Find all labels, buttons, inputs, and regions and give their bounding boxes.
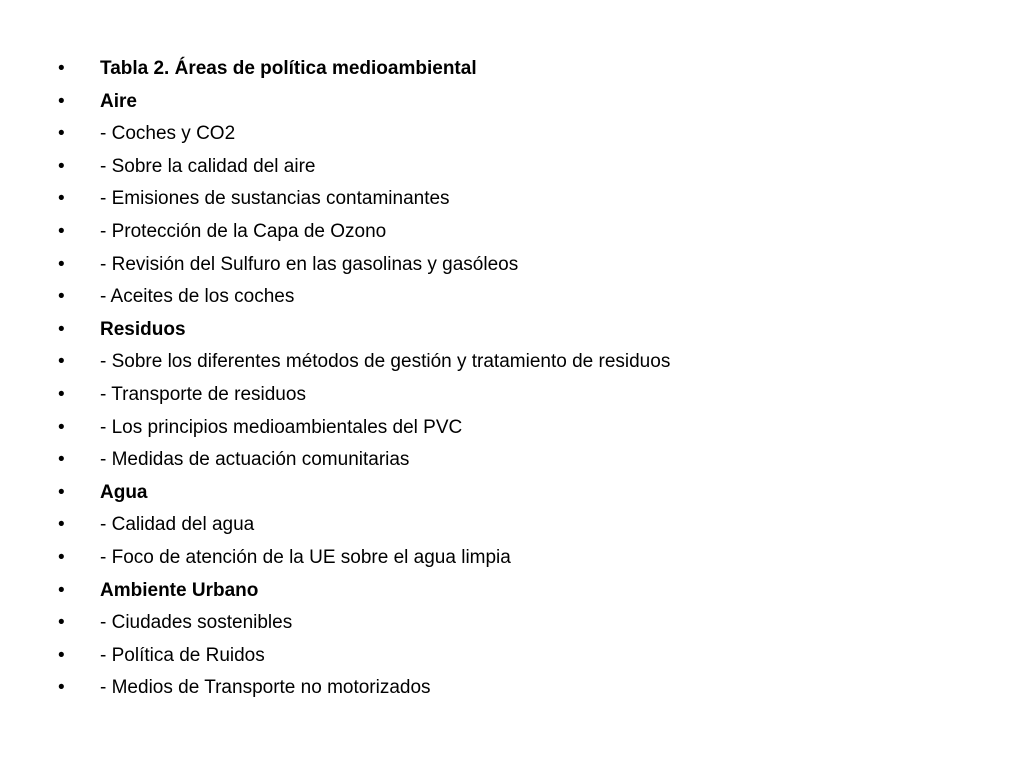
bullet-icon: • (58, 286, 65, 308)
bullet-item (58, 379, 670, 412)
section-heading-agua: Agua (100, 481, 148, 503)
bullet-item (58, 346, 670, 379)
bullet-icon: • (58, 90, 65, 112)
bullet-icon: • (58, 481, 65, 503)
bullet-icon: • (58, 318, 65, 340)
bullet-text: - Revisión del Sulfuro en las gasolinas y gasóleos (100, 253, 519, 275)
bullet-item-section-aire (58, 86, 670, 119)
bullet-text: - Protección de la Capa de Ozono (100, 220, 387, 242)
bullet-item (58, 118, 670, 151)
bullet-icon: • (58, 155, 65, 177)
bullet-item (58, 249, 670, 282)
bullet-icon: • (58, 253, 65, 275)
bullet-icon: • (58, 449, 65, 471)
bullet-text: - Transporte de residuos (100, 383, 306, 405)
bullet-item (58, 509, 670, 542)
bullet-icon: • (58, 514, 65, 536)
bullet-icon: • (58, 677, 65, 699)
bullet-list (58, 53, 670, 705)
bullet-icon: • (58, 123, 65, 145)
bullet-item (58, 607, 670, 640)
bullet-text: - Coches y CO2 (100, 123, 236, 145)
bullet-text: - Sobre la calidad del aire (100, 155, 316, 177)
bullet-text: - Política de Ruidos (100, 644, 265, 666)
bullet-text: - Los principios medioambientales del PVC (100, 416, 463, 438)
section-heading-ambiente-urbano: Ambiente Urbano (100, 579, 259, 601)
section-heading-aire: Aire (100, 90, 137, 112)
bullet-icon: • (58, 546, 65, 568)
bullet-icon: • (58, 383, 65, 405)
bullet-item (58, 216, 670, 249)
bullet-item (58, 151, 670, 184)
bullet-icon: • (58, 188, 65, 210)
bullet-icon: • (58, 579, 65, 601)
bullet-item (58, 542, 670, 575)
bullet-icon: • (58, 416, 65, 438)
bullet-text: - Sobre los diferentes métodos de gestión y tratamiento de residuos (100, 351, 671, 373)
bullet-icon: • (58, 612, 65, 634)
bullet-item (58, 281, 670, 314)
bullet-item (58, 672, 670, 705)
section-heading-residuos: Residuos (100, 318, 186, 340)
bullet-item-title (58, 53, 670, 86)
bullet-item-section-ambiente-urbano (58, 575, 670, 608)
bullet-text: - Emisiones de sustancias contaminantes (100, 188, 450, 210)
bullet-text: - Foco de atención de la UE sobre el agua limpia (100, 546, 511, 568)
bullet-text: - Aceites de los coches (100, 286, 295, 308)
bullet-text: - Medios de Transporte no motorizados (100, 677, 431, 699)
bullet-item (58, 444, 670, 477)
slide-title: Tabla 2. Áreas de política medioambiental (100, 58, 477, 79)
bullet-text: - Medidas de actuación comunitarias (100, 449, 410, 471)
bullet-item-section-residuos (58, 314, 670, 347)
bullet-text: - Ciudades sostenibles (100, 612, 293, 634)
bullet-item (58, 640, 670, 673)
bullet-item (58, 412, 670, 445)
bullet-icon: • (58, 644, 65, 666)
bullet-item (58, 183, 670, 216)
bullet-item-section-agua (58, 477, 670, 510)
bullet-icon: • (58, 58, 65, 79)
bullet-icon: • (58, 220, 65, 242)
bullet-icon: • (58, 351, 65, 373)
bullet-text: - Calidad del agua (100, 514, 255, 536)
